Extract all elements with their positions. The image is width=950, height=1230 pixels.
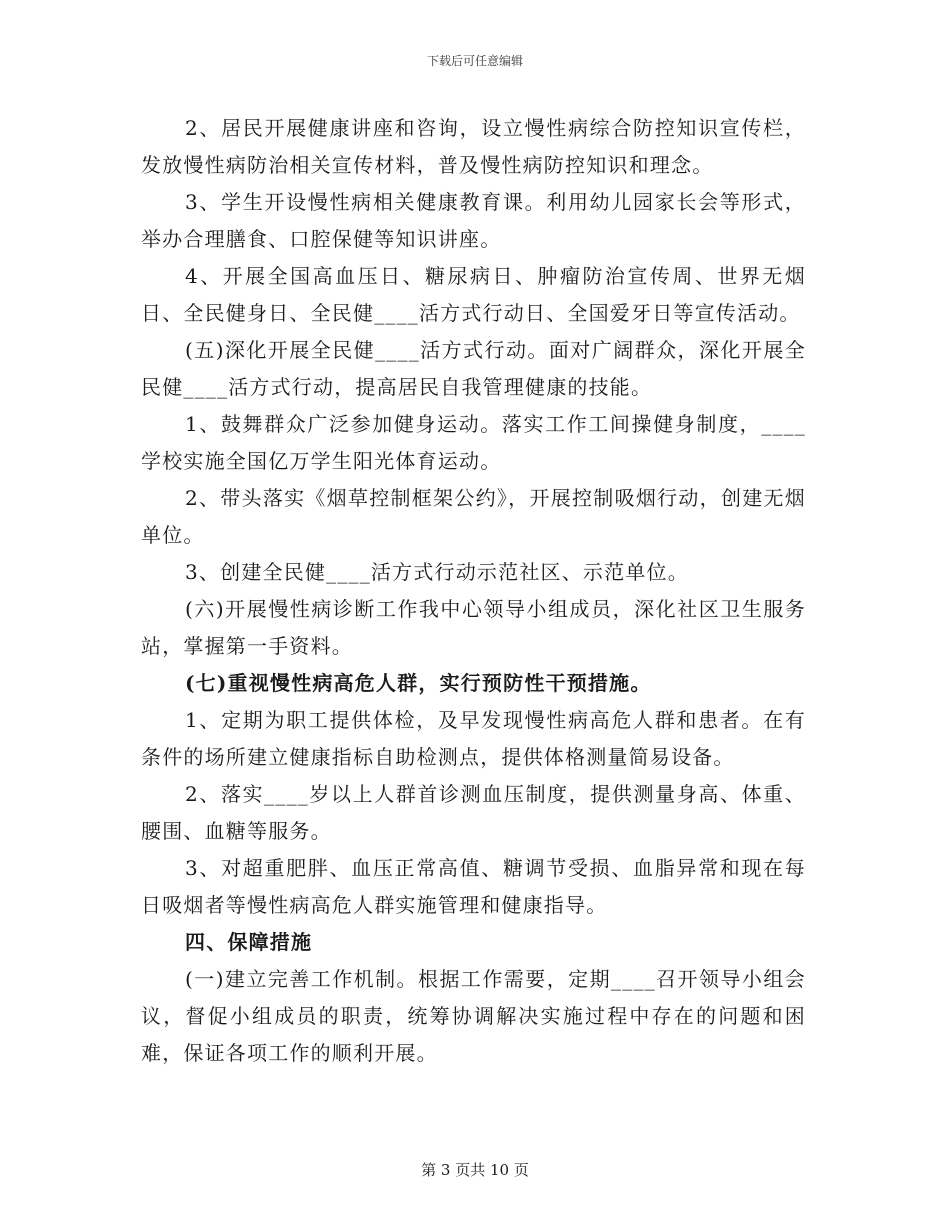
paragraph-7: 3、创建全民健____活方式行动示范社区、示范单位。: [185, 560, 689, 584]
paragraph-10: 1、定期为职工提供体检，及早发现慢性病高危人群和患者。在有条件的场所建立健康指标自助检测点，提供体格测量简易设备。: [141, 708, 806, 769]
page-footer: 第 3 页共 10 页: [421, 1161, 529, 1179]
paragraph-2: 3、学生开设慢性病相关健康教育课。利用幼儿园家长会等形式，举办合理膳食、口腔保健等知识讲座。: [141, 190, 806, 251]
paragraph-8: (六)开展慢性病诊断工作我中心领导小组成员，深化社区卫生服务站，掌握第一手资料。: [141, 597, 806, 658]
paragraph-4: (五)深化开展全民健____活方式行动。面对广阔群众，深化开展全民健____活方式行动，提高居民自我管理健康的技能。: [141, 338, 806, 399]
document-body: [141, 110, 806, 1072]
paragraph-3: 4、开展全国高血压日、糖尿病日、肿瘤防治宣传周、世界无烟日、全民健身日、全民健____活方式行动日、全国爱牙日等宣传活动。: [141, 264, 806, 325]
section-heading-7: (七)重视慢性病高危人群，实行预防性干预措施。: [185, 671, 652, 695]
paragraph-12: 3、对超重肥胖、血压正常高值、糖调节受损、血脂异常和现在每日吸烟者等慢性病高危人群实施管理和健康指导。: [141, 856, 806, 917]
paragraph-11: 2、落实____岁以上人群首诊测血压制度，提供测量身高、体重、腰围、血糖等服务。: [141, 782, 806, 843]
paragraph-14: (一)建立完善工作机制。根据工作需要，定期____召开领导小组会议，督促小组成员的职责，统筹协调解决实施过程中存在的问题和困难，保证各项工作的顺利开展。: [141, 967, 806, 1065]
section-heading-4: 四、保障措施: [185, 930, 313, 954]
paragraph-5: 1、鼓舞群众广泛参加健身运动。落实工作工间操健身制度，____学校实施全国亿万学生阳光体育运动。: [141, 412, 806, 473]
paragraph-6: 2、带头落实《烟草控制框架公约》，开展控制吸烟行动，创建无烟单位。: [141, 486, 806, 547]
paragraph-1: 2、居民开展健康讲座和咨询，设立慢性病综合防控知识宣传栏，发放慢性病防治相关宣传材料，普及慢性病防控知识和理念。: [141, 116, 806, 177]
page-header: 下载后可任意编辑: [426, 54, 523, 68]
